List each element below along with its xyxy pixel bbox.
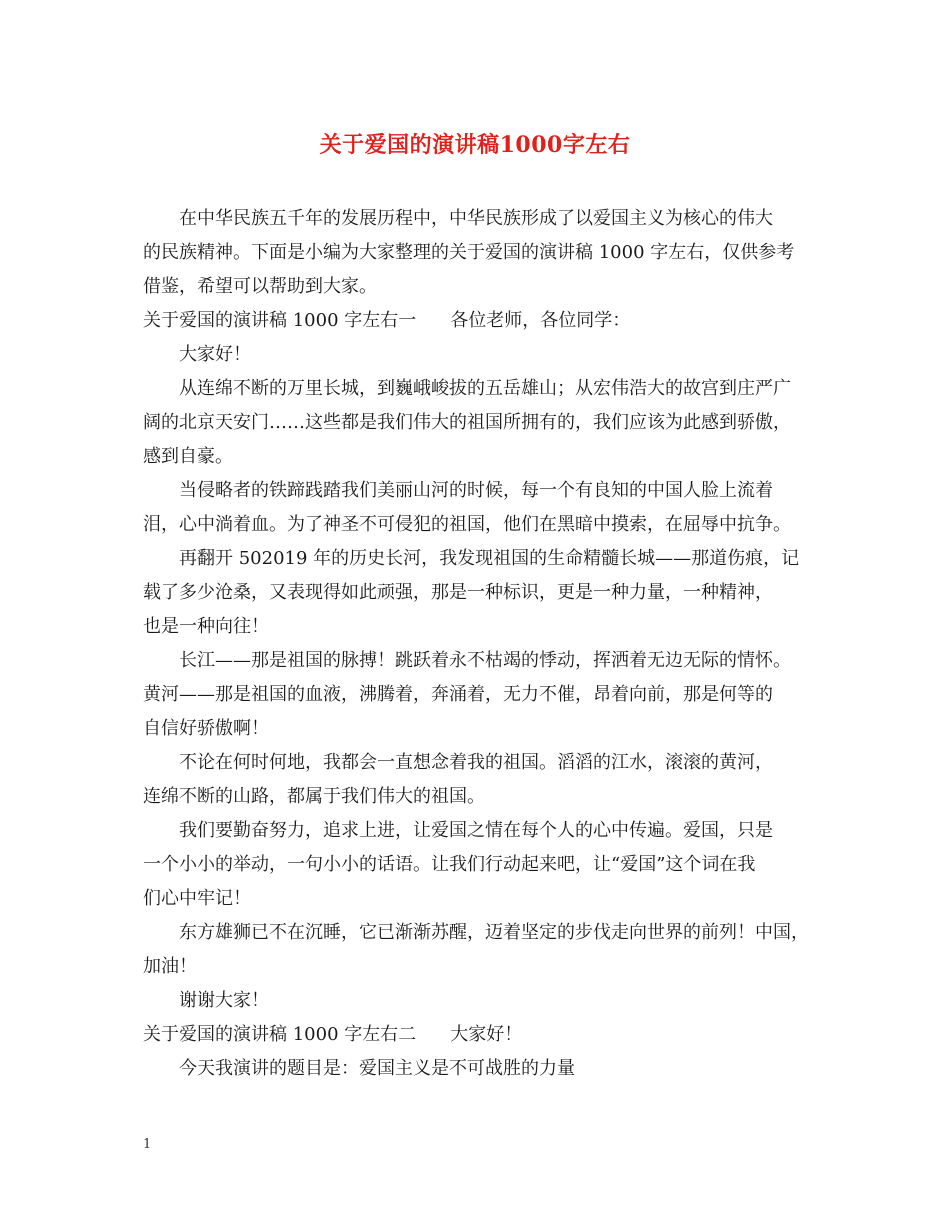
paragraph-line: 今天我演讲的题目是：爱国主义是不可战胜的力量 [179, 1058, 575, 1079]
paragraph-line: 东方雄狮已不在沉睡，它已渐渐苏醒，迈着坚定的步伐走向世界的前列！中国， [179, 922, 809, 943]
section-heading-two [143, 1018, 823, 1052]
paragraph-line: 再翻开 502019 年的历史长河，我发现祖国的生命精髓长城——那道伤痕，记 [179, 548, 800, 569]
paragraph-line: 阔的北京天安门……这些都是我们伟大的祖国所拥有的，我们应该为此感到骄傲， [143, 412, 791, 433]
paragraph-line: 感到自豪。 [143, 446, 233, 467]
paragraph-line: 在中华民族五千年的发展历程中，中华民族形成了以爱国主义为核心的伟大 [179, 208, 773, 229]
section-heading-one-greeting: 各位老师，各位同学： [450, 310, 631, 331]
paragraph-line: 一个小小的举动，一句小小的话语。让我们行动起来吧，让“爱国”这个词在我 [143, 854, 756, 875]
paragraph-line: 黄河——那是祖国的血液，沸腾着，奔涌着，无力不催，昂着向前，那是何等的 [143, 684, 773, 705]
document-title: 关于爱国的演讲稿1000字左右 [319, 132, 631, 158]
paragraph-line: 我们要勤奋努力，追求上进，让爱国之情在每个人的心中传遍。爱国，只是 [179, 820, 773, 841]
paragraph-line: 不论在何时何地，我都会一直想念着我的祖国。滔滔的江水，滚滚的黄河， [179, 752, 773, 773]
page-number: 1 [143, 1137, 152, 1152]
paragraph-line: 加油！ [143, 956, 197, 977]
paragraph-line: 的民族精神。下面是小编为大家整理的关于爱国的演讲稿 1000 字左右，仅供参考 [143, 242, 795, 263]
paragraph-line: 长江——那是祖国的脉搏！跳跃着永不枯竭的悸动，挥洒着无边无际的情怀。 [179, 650, 791, 671]
paragraph-line: 自信好骄傲啊！ [143, 718, 269, 739]
paragraph-line: 连绵不断的山路，都属于我们伟大的祖国。 [143, 786, 485, 807]
paragraph-line: 谢谢大家！ [179, 990, 269, 1011]
paragraph-line: 也是一种向往！ [143, 616, 269, 637]
paragraph-line: 当侵略者的铁蹄践踏我们美丽山河的时候，每一个有良知的中国人脸上流着 [179, 480, 773, 501]
paragraph-line: 泪，心中淌着血。为了神圣不可侵犯的祖国，他们在黑暗中摸索，在屈辱中抗争。 [143, 514, 791, 535]
section-heading-one [143, 304, 823, 338]
section-heading-one-title: 关于爱国的演讲稿 1000 字左右一 [143, 310, 417, 331]
document-body [143, 202, 823, 1086]
paragraph-line: 从连绵不断的万里长城，到巍峨峻拔的五岳雄山；从宏伟浩大的故宫到庄严广 [179, 378, 791, 399]
paragraph-line: 们心中牢记！ [143, 888, 251, 909]
paragraph-line: 大家好！ [179, 344, 251, 365]
section-heading-two-greeting: 大家好！ [450, 1024, 523, 1045]
section-heading-two-title: 关于爱国的演讲稿 1000 字左右二 [143, 1024, 417, 1045]
paragraph-line: 载了多少沧桑，又表现得如此顽强，那是一种标识，更是一种力量，一种精神， [143, 582, 773, 603]
paragraph-line: 借鉴，希望可以帮助到大家。 [143, 276, 377, 297]
